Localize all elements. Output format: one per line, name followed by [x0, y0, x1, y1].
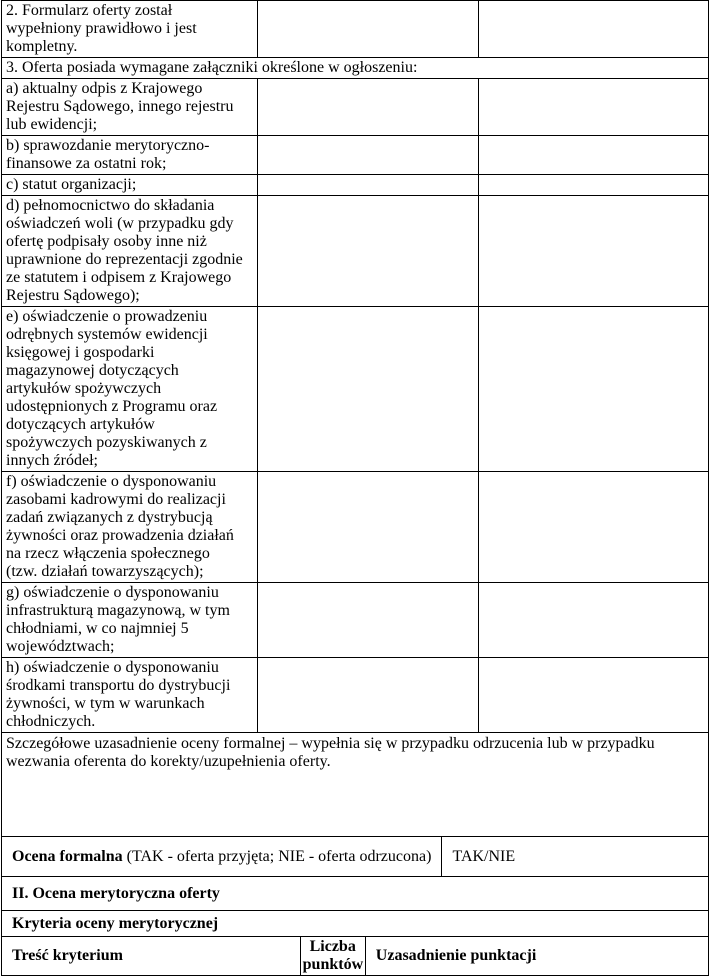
criterion-line: udostępnionych z Programu oraz	[6, 398, 218, 415]
notes-cell[interactable]	[479, 472, 709, 583]
criterion-line: g) oświadczenie o dysponowaniu	[6, 584, 219, 601]
criterion-line: h) oświadczenie o dysponowaniu	[6, 659, 219, 676]
notes-cell[interactable]	[479, 307, 709, 472]
criterion-line: finansowe za ostatni rok;	[6, 155, 167, 172]
criterion-cell	[2, 175, 258, 196]
criterion-line: zadań związanych z dystrybucją	[6, 509, 213, 526]
notes-cell[interactable]	[479, 136, 709, 175]
table-row	[2, 937, 709, 976]
criterion-line: oświadczeń woli (w przypadku gdy	[6, 215, 234, 232]
answer-cell[interactable]	[257, 583, 478, 658]
header-criterion-content: Treść kryterium	[2, 937, 301, 976]
answer-cell[interactable]	[257, 658, 478, 733]
notes-cell[interactable]	[479, 79, 709, 136]
formal-assessment-label	[2, 837, 442, 877]
formal-assessment-value[interactable]: TAK/NIE	[442, 837, 709, 877]
criterion-line: infrastrukturą magazynową, w tym	[6, 602, 230, 619]
justification-line: wezwania oferenta do korekty/uzupełnienia oferty.	[6, 753, 331, 770]
criterion-cell	[2, 79, 258, 136]
table-row	[2, 58, 709, 79]
criterion-cell	[2, 583, 258, 658]
formal-assessment-hint: (TAK - oferta przyjęta; NIE - oferta odrzucona)	[122, 847, 432, 865]
answer-cell[interactable]	[257, 175, 478, 196]
summary-table	[1, 836, 709, 937]
criterion-line: b) sprawozdanie merytoryczno-	[6, 137, 210, 154]
criteria-header-table	[1, 936, 709, 976]
criterion-cell	[2, 658, 258, 733]
criterion-cell	[2, 472, 258, 583]
criterion-line: (tzw. działań towarzyszących);	[6, 563, 204, 580]
criterion-line: e) oświadczenie o prowadzeniu	[6, 308, 208, 325]
notes-cell[interactable]	[479, 658, 709, 733]
criterion-line: żywności oraz prowadzenia działań	[6, 527, 234, 544]
notes-cell[interactable]	[479, 583, 709, 658]
criterion-line: chłodniami, w co najmniej 5	[6, 620, 189, 637]
criterion-line: 2. Formularz oferty został	[6, 2, 173, 19]
criterion-line: c) statut organizacji;	[6, 176, 137, 193]
formal-justification-field[interactable]	[2, 733, 709, 837]
criteria-title: Kryteria oceny merytorycznej	[2, 911, 709, 937]
answer-cell[interactable]	[257, 136, 478, 175]
answer-cell[interactable]	[257, 79, 478, 136]
criterion-line: spożywczych pozyskiwanych z	[6, 434, 207, 451]
criterion-line: ze statutem i odpisem z Krajowego	[6, 269, 232, 286]
criterion-cell	[2, 196, 258, 307]
notes-cell[interactable]	[479, 196, 709, 307]
criterion-line: środkami transportu do dystrybucji	[6, 677, 231, 694]
criterion-line: ofertę podpisały osoby inne niż	[6, 233, 207, 250]
header-points-line1: Liczba	[309, 938, 356, 955]
criterion-line: żywności, w tym w warunkach	[6, 695, 205, 712]
table-row	[2, 136, 709, 175]
table-row	[2, 175, 709, 196]
criterion-cell	[2, 1, 258, 58]
criterion-line: d) pełnomocnictwo do składania	[6, 197, 215, 214]
criterion-line: chłodniczych.	[6, 713, 96, 730]
criterion-line: odrębnych systemów ewidencji	[6, 326, 208, 343]
criterion-line: Rejestru Sądowego, innego rejestru	[6, 98, 234, 115]
criterion-line: a) aktualny odpis z Krajowego	[6, 80, 203, 97]
criterion-line: lub ewidencji;	[6, 116, 98, 133]
table-row	[2, 877, 709, 911]
criterion-line: księgowej i gospodarki	[6, 344, 155, 361]
justification-line: Szczegółowe uzasadnienie oceny formalnej – wypełnia się w przypadku odrzucenia lub w przypadku	[6, 735, 655, 752]
section2-title: II. Ocena merytoryczna oferty	[2, 877, 709, 911]
answer-cell[interactable]	[257, 196, 478, 307]
table-row	[2, 837, 709, 877]
header-points-line2: punktów	[302, 956, 364, 973]
criterion-cell	[2, 307, 258, 472]
table-row	[2, 733, 709, 837]
criterion-line: zasobami kadrowymi do realizacji	[6, 491, 226, 508]
criterion-line: magazynowej dotyczących	[6, 362, 179, 379]
criterion-cell	[2, 136, 258, 175]
formal-assessment-title: Ocena formalna	[12, 847, 123, 865]
table-row	[2, 911, 709, 937]
table-row	[2, 196, 709, 307]
criterion-line: innych źródeł;	[6, 452, 98, 469]
criterion-line: uprawnione do reprezentacji zgodnie	[6, 251, 243, 268]
criterion-line: na rzecz włączenia społecznego	[6, 545, 210, 562]
answer-cell[interactable]	[257, 472, 478, 583]
notes-cell[interactable]	[479, 175, 709, 196]
criterion-line: wypełniony prawidłowo i jest	[6, 20, 197, 37]
criterion-line: artykułów spożywczych	[6, 380, 162, 397]
formal-checklist-table	[1, 0, 709, 837]
criterion-line: kompletny.	[6, 38, 78, 55]
header-points	[300, 937, 365, 976]
table-row	[2, 583, 709, 658]
table-row	[2, 472, 709, 583]
table-row	[2, 1, 709, 58]
criterion-line: województwach;	[6, 638, 115, 655]
section3-header: 3. Oferta posiada wymagane załączniki określone w ogłoszeniu:	[2, 58, 709, 79]
table-row	[2, 658, 709, 733]
table-row	[2, 79, 709, 136]
criterion-line: dotyczących artykułów	[6, 416, 155, 433]
table-row	[2, 307, 709, 472]
answer-cell[interactable]	[257, 307, 478, 472]
header-score-justification: Uzasadnienie punktacji	[365, 937, 708, 976]
criterion-line: Rejestru Sądowego);	[6, 287, 140, 304]
answer-cell[interactable]	[257, 1, 478, 58]
notes-cell[interactable]	[479, 1, 709, 58]
criterion-line: f) oświadczenie o dysponowaniu	[6, 473, 217, 490]
